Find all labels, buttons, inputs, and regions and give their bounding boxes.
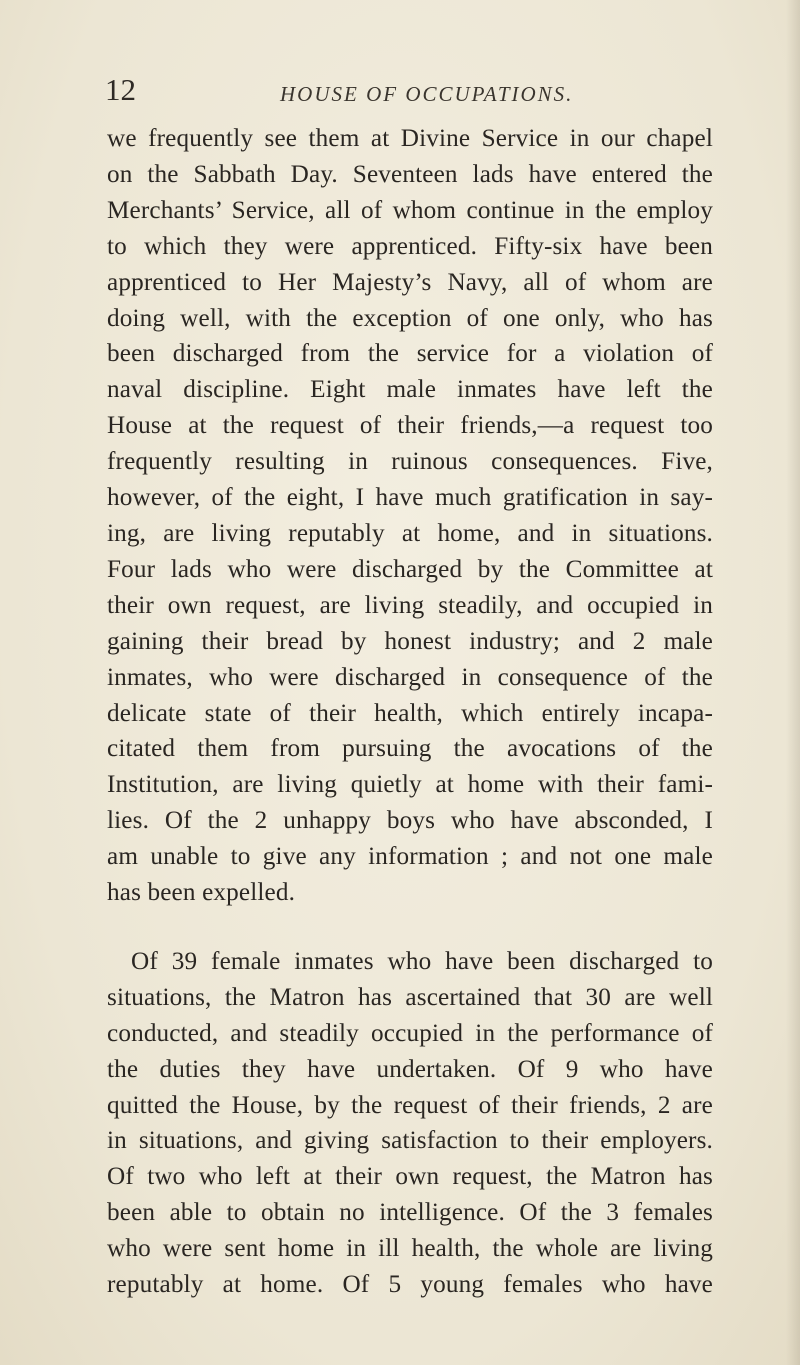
text-line: situations, the Matron has ascertained that 30 are well bbox=[107, 983, 713, 1011]
text-line: gaining their bread by honest industry; and 2 male bbox=[107, 627, 713, 655]
text-line: Of 39 female inmates who have been discharged to bbox=[131, 947, 713, 975]
text-line: Of two who left at their own request, the Matron has bbox=[107, 1163, 713, 1191]
text-line: ing, are living reputably at home, and in situations. bbox=[107, 519, 713, 547]
text-line: inmates, who were discharged in consequence of the bbox=[107, 663, 713, 691]
text-line: been discharged from the service for a violation of bbox=[107, 340, 713, 368]
text-line: however, of the eight, I have much gratification in say- bbox=[107, 484, 713, 512]
text-line: House at the request of their friends,—a request too bbox=[107, 412, 713, 440]
text-line: Merchants’ Service, all of whom continue in the employ bbox=[107, 196, 713, 224]
page-edge-shadow bbox=[786, 0, 800, 1365]
text-line: to which they were apprenticed. Fifty-six have been bbox=[107, 232, 713, 260]
text-line: citated them from pursuing the avocations of the bbox=[107, 735, 713, 763]
text-line: who were sent home in ill health, the whole are living bbox=[107, 1235, 713, 1263]
page-header bbox=[105, 70, 725, 110]
text-line: has been expelled. bbox=[107, 879, 296, 907]
text-line: naval discipline. Eight male inmates have left the bbox=[107, 376, 713, 404]
page-number: 12 bbox=[105, 72, 136, 107]
text-line: conducted, and steadily occupied in the performance of bbox=[107, 1019, 713, 1047]
text-line: doing well, with the exception of one only, who has bbox=[107, 304, 713, 332]
text-line: frequently resulting in ruinous consequences. Five, bbox=[107, 448, 713, 476]
text-line: reputably at home. Of 5 young females who have bbox=[107, 1271, 713, 1299]
text-line: their own request, are living steadily, and occupied in bbox=[107, 591, 713, 619]
text-line: apprenticed to Her Majesty’s Navy, all of whom are bbox=[107, 268, 713, 296]
text-line: Four lads who were discharged by the Committee at bbox=[107, 555, 713, 583]
text-line: lies. Of the 2 unhappy boys who have absconded, I bbox=[107, 807, 713, 835]
text-line: quitted the House, by the request of their friends, 2 are bbox=[107, 1091, 713, 1119]
body-text bbox=[107, 121, 713, 1303]
text-line: we frequently see them at Divine Service in our chapel bbox=[107, 125, 713, 152]
text-line: the duties they have undertaken. Of 9 who have bbox=[107, 1055, 713, 1083]
text-line: am unable to give any information ; and not one male bbox=[107, 843, 713, 871]
running-head: HOUSE OF OCCUPATIONS. bbox=[280, 82, 574, 106]
text-line: Institution, are living quietly at home with their fami- bbox=[107, 771, 713, 799]
text-line: on the Sabbath Day. Seventeen lads have entered the bbox=[107, 160, 713, 188]
text-line: been able to obtain no intelligence. Of the 3 females bbox=[107, 1199, 713, 1227]
paragraph-2 bbox=[107, 944, 713, 1303]
paragraph-1 bbox=[107, 121, 713, 911]
text-line: delicate state of their health, which entirely incapa- bbox=[107, 699, 713, 727]
text-line: in situations, and giving satisfaction to their employers. bbox=[107, 1127, 713, 1155]
